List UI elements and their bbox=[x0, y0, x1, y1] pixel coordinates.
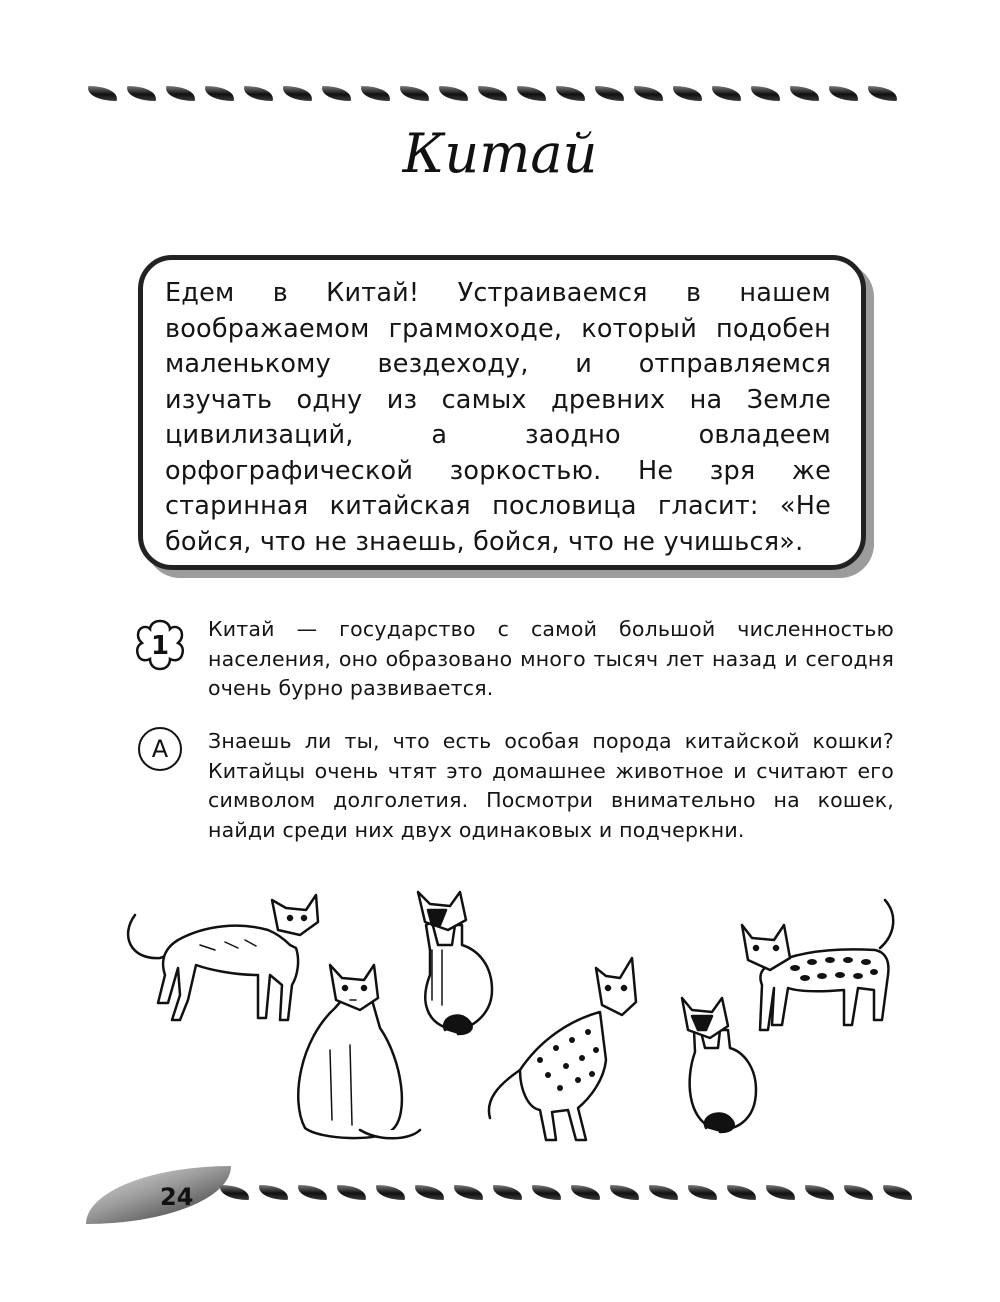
leaf-ornament-icon bbox=[411, 1185, 449, 1200]
leaf-ornament-icon bbox=[645, 1185, 683, 1200]
task-a-letter: А bbox=[151, 735, 169, 763]
task-1-number: 1 bbox=[150, 631, 170, 661]
cat-spotted-walking-icon[interactable] bbox=[489, 958, 636, 1140]
leaf-ornament-icon bbox=[762, 1185, 800, 1200]
cat-walking-icon[interactable] bbox=[128, 895, 318, 1020]
cat-sitting-icon[interactable] bbox=[298, 965, 420, 1138]
leaf-ornament-icon bbox=[801, 1185, 839, 1200]
cat-bengal-walking-icon[interactable] bbox=[742, 900, 893, 1030]
leaf-ornament-icon bbox=[723, 1185, 761, 1200]
task-a-text: Знаешь ли ты, что есть особая порода китайской кошки? Китайцы очень чтят это домашнее животное и считают его символом долголетия. Посмотри внимательно на кошек, найди среди них двух одинаковых и подчеркни. bbox=[208, 729, 894, 842]
leaf-ornament-icon bbox=[333, 1185, 371, 1200]
leaf-ornament-icon bbox=[840, 1185, 878, 1200]
leaf-ornament-icon bbox=[372, 1185, 410, 1200]
cat-sitting-siamese-icon[interactable] bbox=[682, 998, 756, 1132]
bottom-leaf-ornament bbox=[218, 1185, 914, 1200]
leaf-ornament-icon bbox=[528, 1185, 566, 1200]
task-1-text: Китай — государство с самой большой численностью населения, оно образовано много тысяч лет назад и сегодня очень бурно развивается. bbox=[208, 617, 894, 700]
page-number: 24 bbox=[160, 1183, 194, 1211]
leaf-ornament-icon bbox=[606, 1185, 644, 1200]
leaf-ornament-icon bbox=[567, 1185, 605, 1200]
leaf-ornament-icon bbox=[879, 1185, 917, 1200]
leaf-ornament-icon bbox=[255, 1185, 293, 1200]
leaf-ornament-icon bbox=[684, 1185, 722, 1200]
leaf-ornament-icon bbox=[216, 1185, 254, 1200]
leaf-ornament-icon bbox=[489, 1185, 527, 1200]
leaf-ornament-icon bbox=[294, 1185, 332, 1200]
intro-text: Едем в Китай! Устраиваемся в нашем воображаемом граммоходе, который подобен маленькому вездеходу, и отправляемся изучать одну из самых древних на Земле цивилизаций, а заодно овладеем орфографической зоркостью. Не зря же старинная китайская пословица гласит: «Не бойся, что не знаешь, бойся, что не учишься». bbox=[165, 278, 831, 557]
cat-sitting-siamese-icon[interactable] bbox=[418, 892, 492, 1034]
page-title: Китай bbox=[402, 122, 598, 185]
leaf-ornament-icon bbox=[450, 1185, 488, 1200]
